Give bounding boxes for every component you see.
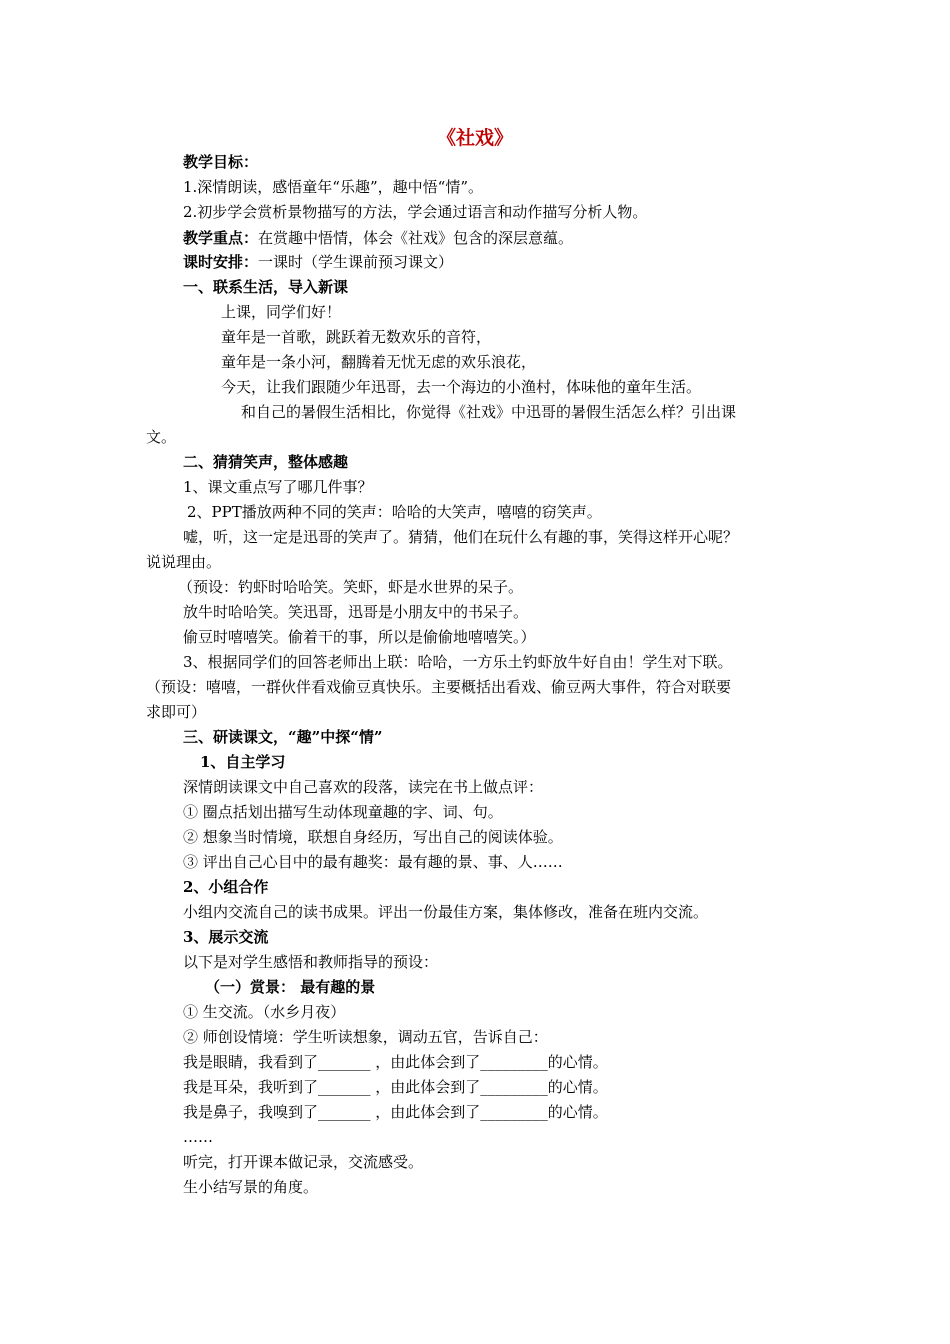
text-line bbox=[146, 427, 950, 447]
text-line bbox=[183, 202, 950, 222]
text-line bbox=[221, 352, 950, 372]
text-line bbox=[221, 302, 950, 322]
line-text: 我是耳朵，我听到了_______ ，由此体会到了_________的心情。 bbox=[183, 1078, 608, 1096]
line-text: 放牛时哈哈笑。笑迅哥，迅哥是小朋友中的书呆子。 bbox=[183, 603, 529, 621]
line-text: 2、PPT播放两种不同的笑声：哈哈的大笑声，嘻嘻的窃笑声。 bbox=[187, 503, 602, 521]
text-line bbox=[183, 877, 950, 897]
text-line bbox=[183, 1177, 950, 1197]
line-text: ③ 评出自己心目中的最有趣奖：最有趣的景、事、人…… bbox=[183, 853, 563, 871]
text-line bbox=[241, 402, 950, 422]
text-line bbox=[183, 527, 950, 547]
line-text: 1.深情朗读，感悟童年“乐趣”，趣中悟“情”。 bbox=[183, 178, 483, 196]
line-text: 求即可） bbox=[146, 703, 207, 721]
line-text: （预设：钓虾时哈哈笑。笑虾，虾是水世界的呆子。 bbox=[178, 578, 524, 596]
text-line bbox=[183, 802, 950, 822]
text-line bbox=[183, 1127, 950, 1147]
line-text: 在赏趣中悟情，体会《社戏》包含的深层意蕴。 bbox=[258, 229, 574, 247]
line-heading: 2、小组合作 bbox=[183, 878, 269, 896]
text-line bbox=[183, 952, 950, 972]
text-line bbox=[183, 727, 950, 747]
line-text: 我是眼睛，我看到了_______ ，由此体会到了_________的心情。 bbox=[183, 1053, 608, 1071]
line-text: ② 师创设情境：学生听读想象，调动五官，告诉自己： bbox=[183, 1028, 548, 1046]
line-heading: 二、猜猜笑声，整体感趣 bbox=[183, 453, 349, 471]
text-line bbox=[183, 927, 950, 947]
text-line bbox=[221, 377, 950, 397]
text-line bbox=[187, 502, 950, 522]
text-line bbox=[183, 228, 950, 248]
line-text: 听完，打开课本做记录，交流感受。 bbox=[183, 1153, 424, 1171]
line-text: ① 生交流。（水乡月夜） bbox=[183, 1003, 346, 1021]
text-line bbox=[205, 977, 950, 997]
line-heading: 1、自主学习 bbox=[200, 753, 286, 771]
line-text: 小组内交流自己的读书成果。评出一份最佳方案，集体修改，准备在班内交流。 bbox=[183, 903, 709, 921]
line-text: 以下是对学生感悟和教师指导的预设： bbox=[183, 953, 439, 971]
line-text: 今天，让我们跟随少年迅哥，去一个海边的小渔村，体味他的童年生活。 bbox=[221, 378, 702, 396]
text-line bbox=[183, 477, 950, 497]
text-line bbox=[221, 327, 950, 347]
line-text: 上课，同学们好！ bbox=[221, 303, 342, 321]
text-line bbox=[183, 1052, 950, 1072]
text-line bbox=[146, 677, 950, 697]
line-text: 嘘，听，这一定是迅哥的笑声了。猜猜，他们在玩什么有趣的事，笑得这样开心呢？ bbox=[183, 528, 739, 546]
text-line bbox=[200, 752, 950, 772]
text-line bbox=[183, 152, 950, 172]
page-title: 《社戏》 bbox=[436, 127, 513, 149]
text-line bbox=[183, 1077, 950, 1097]
line-text: 童年是一条小河，翻腾着无忧无虑的欢乐浪花， bbox=[221, 353, 537, 371]
line-text: ② 想象当时情境，联想自身经历，写出自己的阅读体验。 bbox=[183, 828, 563, 846]
text-line bbox=[146, 702, 950, 722]
text-line bbox=[183, 252, 950, 272]
line-heading: （一）赏景： 最有趣的景 bbox=[205, 978, 376, 996]
line-text: 说说理由。 bbox=[146, 553, 222, 571]
text-line bbox=[183, 602, 950, 622]
line-text: 3、根据同学们的回答老师出上联：哈哈，一方乐土钓虾放牛好自由！学生对下联。 bbox=[183, 653, 733, 671]
text-line bbox=[183, 627, 950, 647]
text-line bbox=[183, 1152, 950, 1172]
line-text: 我是鼻子，我嗅到了_______ ，由此体会到了_________的心情。 bbox=[183, 1103, 608, 1121]
line-heading: 课时安排： bbox=[183, 253, 259, 271]
text-line bbox=[183, 177, 950, 197]
line-text: …… bbox=[183, 1128, 213, 1146]
line-text: 偷豆时嘻嘻笑。偷着干的事，所以是偷偷地嘻嘻笑。） bbox=[183, 628, 536, 646]
text-line bbox=[183, 1102, 950, 1122]
text-line bbox=[183, 902, 950, 922]
text-line bbox=[183, 1002, 950, 1022]
text-line bbox=[178, 577, 950, 597]
line-heading: 3、展示交流 bbox=[183, 928, 269, 946]
line-text: 1、课文重点写了哪几件事？ bbox=[183, 478, 373, 496]
text-line bbox=[146, 552, 950, 572]
line-heading: 三、研读课文，“趣”中探“情” bbox=[183, 728, 383, 746]
line-heading: 教学重点： bbox=[183, 229, 259, 247]
line-text: （预设：嘻嘻，一群伙伴看戏偷豆真快乐。主要概括出看戏、偷豆两大事件，符合对联要 bbox=[146, 678, 732, 696]
text-line bbox=[183, 827, 950, 847]
line-text: 2.初步学会赏析景物描写的方法，学会通过语言和动作描写分析人物。 bbox=[183, 203, 648, 221]
line-heading: 一、联系生活，导入新课 bbox=[183, 278, 349, 296]
text-line bbox=[183, 852, 950, 872]
line-text: 和自己的暑假生活相比，你觉得《社戏》中迅哥的暑假生活怎么样？引出课 bbox=[241, 403, 737, 421]
text-line bbox=[183, 777, 950, 797]
text-line bbox=[183, 652, 950, 672]
line-text: 童年是一首歌，跳跃着无数欢乐的音符， bbox=[221, 328, 492, 346]
text-line bbox=[183, 1027, 950, 1047]
text-line bbox=[183, 277, 950, 297]
line-text: 生小结写景的角度。 bbox=[183, 1178, 319, 1196]
line-heading: 教学目标： bbox=[183, 153, 259, 171]
line-text: ① 圈点括划出描写生动体现童趣的字、词、句。 bbox=[183, 803, 503, 821]
line-text: 文。 bbox=[146, 428, 177, 446]
line-text: 一课时（学生课前预习课文） bbox=[258, 253, 454, 271]
text-line bbox=[183, 452, 950, 472]
line-text: 深情朗读课文中自己喜欢的段落，读完在书上做点评： bbox=[183, 778, 544, 796]
